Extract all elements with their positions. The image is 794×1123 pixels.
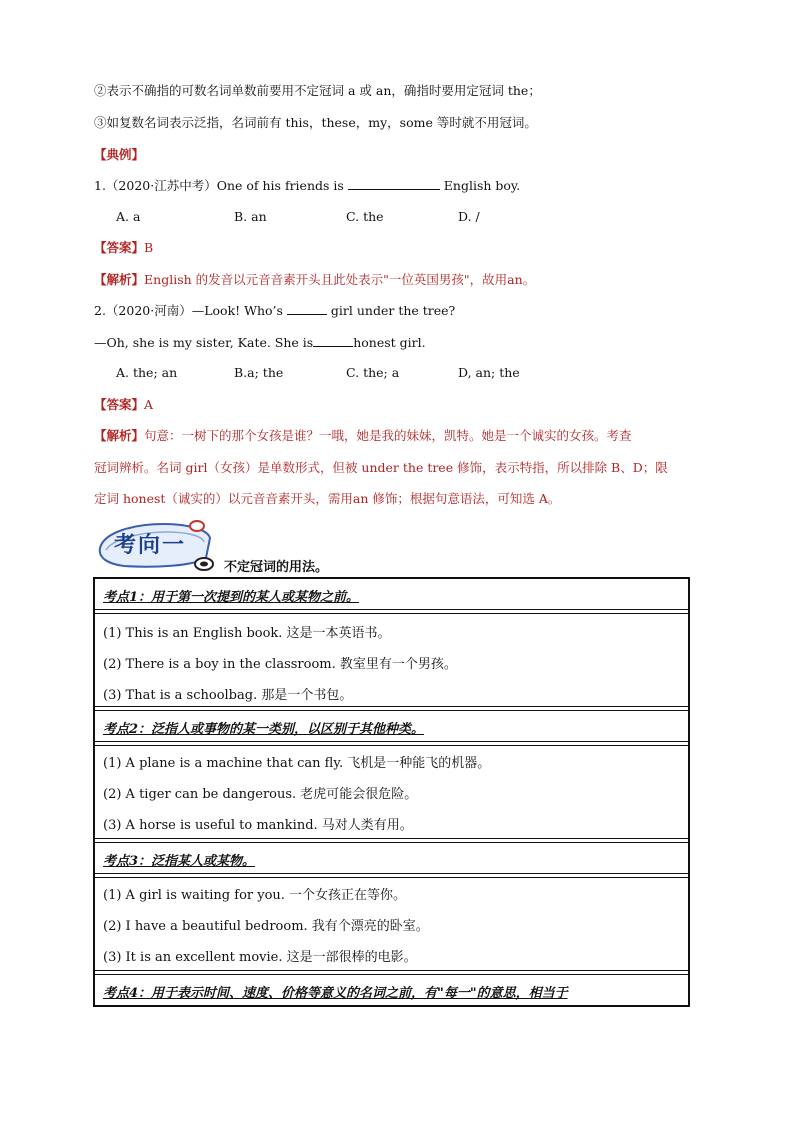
point-3-example-2: (2) I have a beautiful bedroom. 我有个漂亮的卧室。 xyxy=(103,919,429,934)
q2-answer-label: 【答案】 xyxy=(94,397,145,412)
q2-option-d: D, an; the xyxy=(458,365,520,380)
grammar-table xyxy=(93,577,690,1007)
point-1-example-1: (1) This is an English book. 这是一本英语书。 xyxy=(103,626,391,641)
table-row xyxy=(95,614,688,707)
badge-title: 考向一 xyxy=(114,532,187,558)
q1-option-c: C. the xyxy=(346,209,384,224)
q1-analysis-label: 【解析】 xyxy=(94,272,145,287)
point-1-example-2: (2) There is a boy in the classroom. 教室里有一个男孩。 xyxy=(103,657,457,672)
q2-blank-1 xyxy=(287,302,327,315)
q2-analysis-line2: 冠词辨析。名词 girl（女孩）是单数形式，但被 under the tree 修饰，表示特指，所以排除 B、D；限 xyxy=(94,460,668,475)
q2-answer-value: A xyxy=(144,397,154,412)
q2-option-b: B.a; the xyxy=(234,365,284,380)
section-badge xyxy=(94,518,218,572)
q1-answer-label: 【答案】 xyxy=(94,240,145,255)
q1-blank xyxy=(348,177,440,190)
q2-analysis-text-1: 句意：一树下的那个女孩是谁？一哦，她是我的妹妹，凯特。她是一个诚实的女孩。考查 xyxy=(144,428,632,443)
q1-analysis-text: English 的发音以元音音素开头且此处表示"一位英国男孩"，故用an。 xyxy=(144,272,536,287)
table-header-row xyxy=(95,975,688,1005)
point-2-example-1: (1) A plane is a machine that can fly. 飞机是一种能飞的机器。 xyxy=(103,756,491,771)
q2-option-c: C. the; a xyxy=(346,365,400,380)
rule-2: ②表示不确指的可数名词单数前要用不定冠词 a 或 an，确指时要用定冠词 the； xyxy=(94,83,541,98)
q1-option-a: A. a xyxy=(116,209,141,224)
q1-analysis xyxy=(94,271,535,289)
point-3-example-1: (1) A girl is waiting for you. 一个女孩正在等你。 xyxy=(103,888,407,903)
q2-stem-part1: 2.（2020·河南）—Look! Who’s xyxy=(94,303,283,318)
point-2-title: 考点2：泛指人或事物的某一类别，以区别于其他种类。 xyxy=(103,722,425,737)
rule-3: ③如复数名词表示泛指，名词前有 this，these，my，some 等时就不用冠词。 xyxy=(94,115,537,130)
point-1-example-3: (3) That is a schoolbag. 那是一个书包。 xyxy=(103,688,353,703)
q2-analysis-label: 【解析】 xyxy=(94,428,145,443)
point-3-example-3: (3) It is an excellent movie. 这是一部很棒的电影。 xyxy=(103,950,417,965)
table-header-row xyxy=(95,711,688,742)
q1-stem-part2: English boy. xyxy=(443,178,521,193)
q2-analysis-line3: 定词 honest（诚实的）以元音音素开头，需用an 修饰；根据句意语法，可知选 A。 xyxy=(94,491,561,506)
point-3-title: 考点3：泛指某人或某物。 xyxy=(103,854,256,869)
section-intro: 不定冠词的用法。 xyxy=(224,560,329,575)
example-header: 【典例】 xyxy=(94,147,145,162)
q2-line2 xyxy=(94,334,426,352)
point-2-example-2: (2) A tiger can be dangerous. 老虎可能会很危险。 xyxy=(103,787,418,802)
q2-line2-part2: honest girl. xyxy=(353,335,426,350)
q2-analysis-line1 xyxy=(94,427,632,445)
table-row xyxy=(95,878,688,971)
q2-line2-part1: —Oh, she is my sister, Kate. She is xyxy=(94,335,314,350)
point-2-example-3: (3) A horse is useful to mankind. 马对人类有用。 xyxy=(103,818,413,833)
point-1-title: 考点1：用于第一次提到的某人或某物之前。 xyxy=(103,590,360,605)
point-4-title: 考点4：用于表示时间、速度、价格等意义的名词之前，有"每一"的意思，相当于 xyxy=(103,986,568,1001)
q2-answer xyxy=(94,396,153,414)
q2-stem-part2: girl under the tree? xyxy=(330,303,456,318)
q2-stem xyxy=(94,302,455,320)
q1-stem-part1: 1.（2020·江苏中考）One of his friends is xyxy=(94,178,344,193)
q2-option-a: A. the; an xyxy=(116,365,178,380)
q1-answer xyxy=(94,239,153,257)
q1-option-d: D. / xyxy=(458,209,480,224)
q1-option-b: B. an xyxy=(234,209,267,224)
q1-stem xyxy=(94,177,520,195)
q1-answer-value: B xyxy=(144,240,154,255)
table-row xyxy=(95,746,688,839)
q2-blank-2 xyxy=(313,334,353,347)
table-header-row xyxy=(95,843,688,874)
table-header-row xyxy=(95,579,688,610)
